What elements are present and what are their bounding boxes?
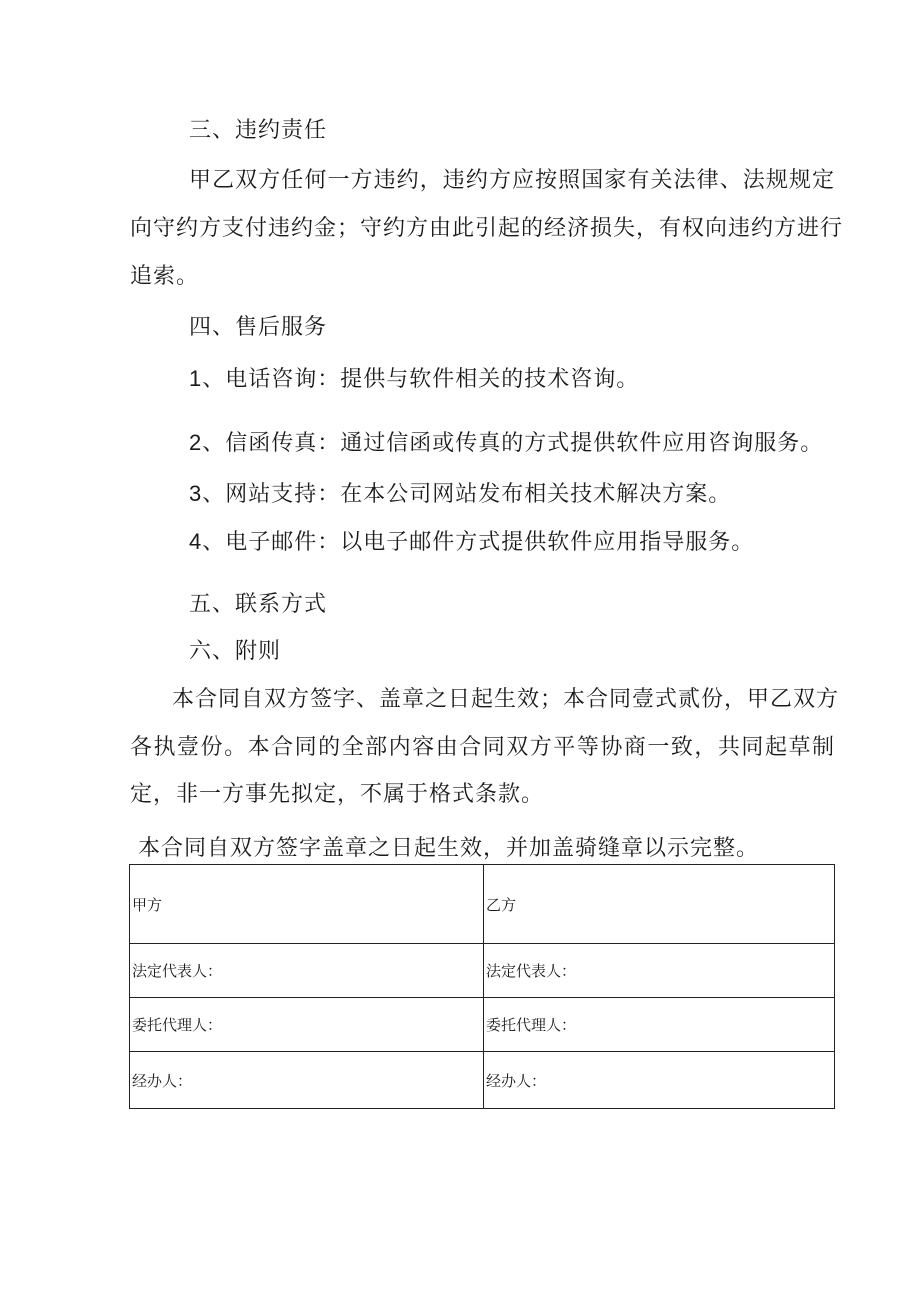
party-b-label: 乙方 <box>484 865 835 944</box>
service-item-text: 、电话咨询：提供与软件相关的技术咨询。 <box>202 367 640 392</box>
section-5-heading: 五、联系方式 <box>189 592 328 617</box>
section-6-line-2: 各执壹份。本合同的全部内容由合同双方平等协商一致，共同起草制 <box>130 735 835 760</box>
service-item-text: 、网站支持：在本公司网站发布相关技术解决方案。 <box>202 482 732 507</box>
table-row <box>130 944 835 998</box>
signature-table <box>129 864 835 1109</box>
closing-statement: 本合同自双方签字盖章之日起生效，并加盖骑缝章以示完整。 <box>138 836 760 861</box>
party-a-label: 甲方 <box>130 865 484 944</box>
section-6-line-1: 本合同自双方签字、盖章之日起生效；本合同壹式贰份，甲乙双方 <box>172 687 840 712</box>
party-b-handler: 经办人： <box>484 1052 835 1109</box>
service-item-text: 、电子邮件：以电子邮件方式提供软件应用指导服务。 <box>202 530 755 555</box>
section-3-line-3: 追索。 <box>130 264 200 289</box>
service-item-number: 2 <box>189 430 203 455</box>
table-row <box>130 865 835 944</box>
section-6-heading: 六、附则 <box>189 639 282 664</box>
party-b-legal-rep: 法定代表人： <box>484 944 835 998</box>
party-a-agent: 委托代理人： <box>130 998 484 1052</box>
table-row <box>130 998 835 1052</box>
service-item-3 <box>189 479 731 510</box>
service-item-2 <box>189 428 823 459</box>
section-3-heading: 三、违约责任 <box>189 118 328 143</box>
section-6-line-3: 定，非一方事先拟定，不属于格式条款。 <box>130 782 545 807</box>
table-row <box>130 1052 835 1109</box>
service-item-4 <box>189 527 754 558</box>
section-4-heading: 四、售后服务 <box>189 315 328 340</box>
service-item-1 <box>189 364 639 395</box>
party-a-legal-rep: 法定代表人： <box>130 944 484 998</box>
section-3-line-2: 向守约方支付违约金；守约方由此引起的经济损失，有权向违约方进行 <box>130 216 844 241</box>
service-item-number: 3 <box>189 481 203 506</box>
section-3-line-1: 甲乙双方任何一方违约，违约方应按照国家有关法律、法规规定 <box>189 168 835 193</box>
party-b-agent: 委托代理人： <box>484 998 835 1052</box>
service-item-number: 4 <box>189 529 203 554</box>
party-a-handler: 经办人： <box>130 1052 484 1109</box>
service-item-number: 1 <box>189 366 203 391</box>
service-item-text: 、信函传真：通过信函或传真的方式提供软件应用咨询服务。 <box>202 431 824 456</box>
